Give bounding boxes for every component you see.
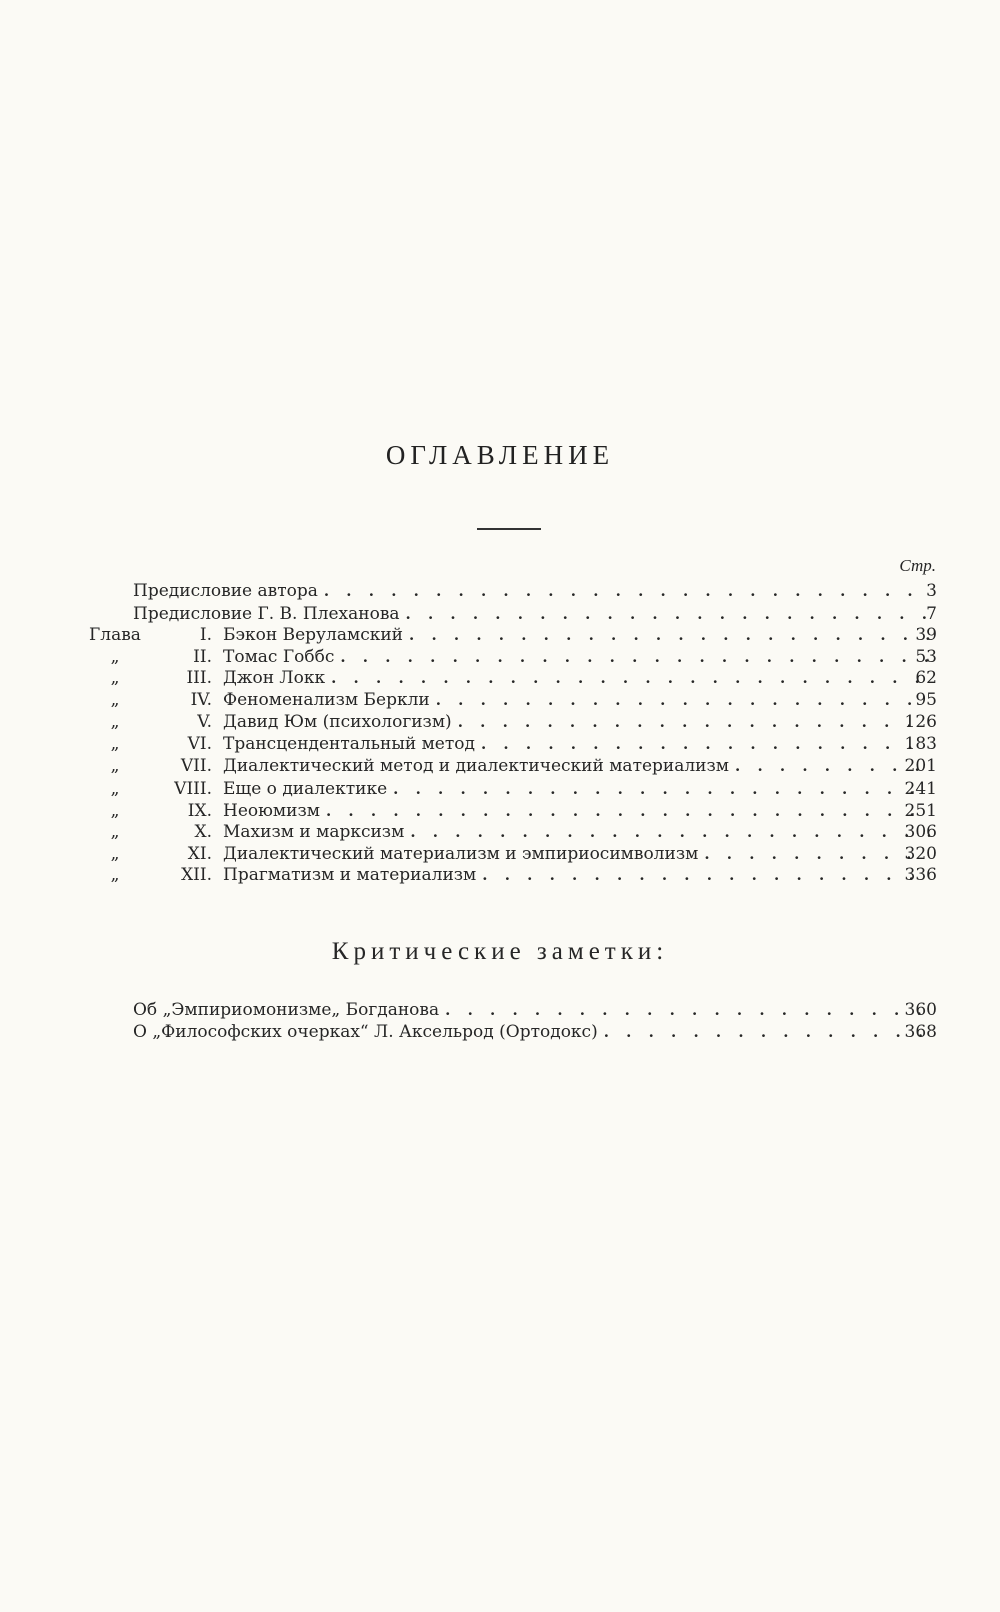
- dot-leader: [481, 733, 930, 755]
- chapter-numeral: II.: [193, 647, 212, 667]
- chapter-numeral: I.: [199, 625, 212, 645]
- toc-entry: [0, 1021, 1000, 1043]
- page-number: 95: [915, 690, 937, 710]
- chapter-prefix: Глава: [89, 625, 141, 645]
- toc-entry: [0, 733, 1000, 755]
- page-number: 360: [904, 1000, 937, 1020]
- entry-title: Джон Локк: [223, 668, 326, 688]
- page-number: 183: [904, 734, 937, 754]
- chapter-numeral: IV.: [190, 690, 212, 710]
- page-number: 53: [915, 647, 937, 667]
- dot-leader: [331, 667, 930, 689]
- entry-title: Неоюмизм: [223, 801, 320, 821]
- toc-entry: [0, 999, 1000, 1021]
- entry-title: Об „Эмпириомонизме„ Богданова: [133, 1000, 440, 1020]
- page-column-label: Стр.: [899, 556, 936, 575]
- dot-leader: [436, 689, 930, 711]
- dot-leader: [458, 711, 930, 733]
- dot-leader: [410, 821, 930, 843]
- chapter-prefix: „: [110, 801, 120, 821]
- dot-leader: [406, 603, 930, 625]
- chapter-prefix: „: [110, 779, 120, 799]
- entry-title: Предисловие автора: [133, 581, 318, 601]
- dot-leader: [445, 999, 930, 1021]
- page-title: ОГЛАВЛЕНИЕ: [385, 440, 615, 470]
- toc-entry: [0, 689, 1000, 711]
- page-number: 7: [926, 604, 937, 624]
- entry-title: Махизм и марксизм: [223, 822, 405, 842]
- chapter-prefix: „: [110, 712, 120, 732]
- entry-title: Диалектический материализм и эмпириосимволизм: [223, 844, 699, 864]
- entry-title: Еще о диалектике: [223, 779, 388, 799]
- page-number: 3: [926, 581, 937, 601]
- toc-entry: [0, 778, 1000, 800]
- chapter-prefix: „: [110, 734, 120, 754]
- page-number: 201: [904, 756, 937, 776]
- toc-entry: [0, 800, 1000, 822]
- chapter-prefix: „: [110, 844, 120, 864]
- page-number: 336: [904, 865, 937, 885]
- dot-leader: [604, 1021, 930, 1043]
- chapter-prefix: „: [110, 822, 120, 842]
- chapter-numeral: X.: [194, 822, 212, 842]
- toc-entry: [0, 580, 1000, 602]
- page-number: 251: [904, 801, 937, 821]
- toc-entry: [0, 711, 1000, 733]
- chapter-numeral: VI.: [187, 734, 212, 754]
- entry-title: Феноменализм Беркли: [223, 690, 430, 710]
- toc-entry: [0, 755, 1000, 777]
- toc-entry: [0, 667, 1000, 689]
- dot-leader: [340, 646, 930, 668]
- section-heading: Критические заметки:: [331, 938, 669, 965]
- toc-entry: [0, 624, 1000, 646]
- dot-leader: [324, 580, 930, 602]
- page-number: 241: [904, 779, 937, 799]
- page-number: 306: [904, 822, 937, 842]
- chapter-numeral: XII.: [181, 865, 212, 885]
- chapter-prefix: „: [110, 690, 120, 710]
- title-divider: [477, 528, 541, 530]
- chapter-numeral: V.: [197, 712, 212, 732]
- dot-leader: [326, 800, 930, 822]
- entry-title: Трансцендентальный метод: [223, 734, 475, 754]
- page-number: 126: [904, 712, 937, 732]
- dot-leader: [409, 624, 930, 646]
- entry-title: Давид Юм (психологизм): [223, 712, 452, 732]
- toc-entry: [0, 821, 1000, 843]
- dot-leader: [482, 864, 930, 886]
- entry-title: Диалектический метод и диалектический материализм: [223, 756, 730, 776]
- toc-entry: [0, 843, 1000, 865]
- chapter-prefix: „: [110, 865, 120, 885]
- toc-entry: [0, 864, 1000, 886]
- entry-title: О „Философских очерках“ Л. Аксельрод (Ортодокс): [133, 1022, 598, 1042]
- page-number: 368: [904, 1022, 937, 1042]
- chapter-numeral: VII.: [180, 756, 212, 776]
- page-number: 62: [915, 668, 937, 688]
- chapter-numeral: III.: [186, 668, 212, 688]
- chapter-prefix: „: [110, 668, 120, 688]
- page-number: 39: [915, 625, 937, 645]
- chapter-prefix: „: [110, 647, 120, 667]
- toc-entry: [0, 646, 1000, 668]
- entry-title: Прагматизм и материализм: [223, 865, 477, 885]
- entry-title: Предисловие Г. В. Плеханова: [133, 604, 400, 624]
- chapter-numeral: VIII.: [174, 779, 212, 799]
- page-number: 320: [904, 844, 937, 864]
- chapter-numeral: XI.: [187, 844, 212, 864]
- dot-leader: [393, 778, 930, 800]
- chapter-prefix: „: [110, 756, 120, 776]
- entry-title: Томас Гоббс: [223, 647, 335, 667]
- toc-entry: [0, 603, 1000, 625]
- entry-title: Бэкон Веруламский: [223, 625, 404, 645]
- chapter-numeral: IX.: [187, 801, 212, 821]
